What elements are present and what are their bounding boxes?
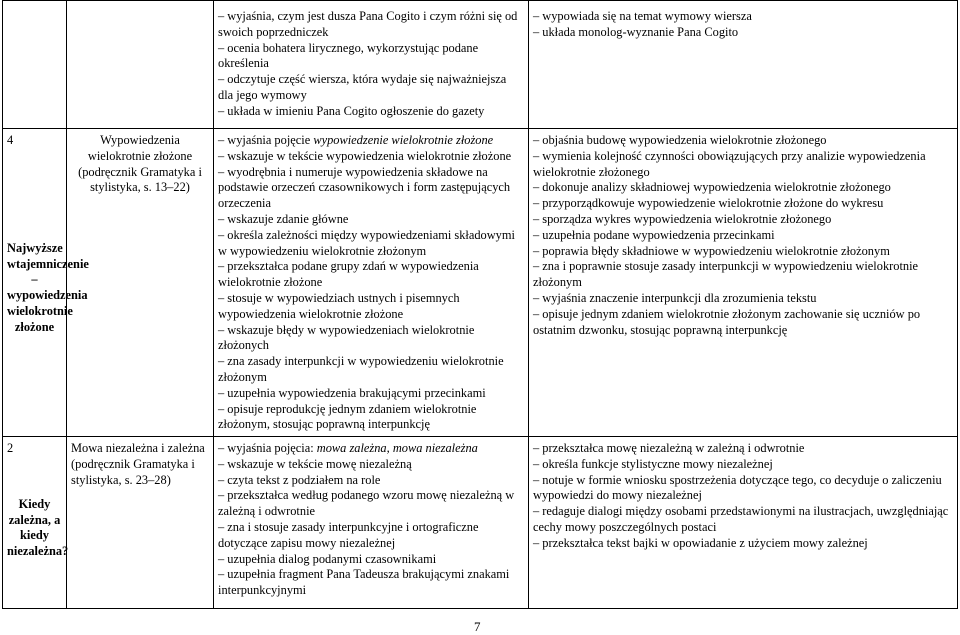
lesson-topic: Kiedy zależna, a kiedy niezależna? bbox=[7, 496, 69, 559]
list-item: – układa w imieniu Pana Cogito ogłoszenie do gazety bbox=[218, 103, 485, 118]
basic-requirements-cell bbox=[214, 129, 529, 437]
list-item: – zna i poprawnie stosuje zasady interpunkcji w wypowiedzeniu wielokrotnie złożonym bbox=[533, 259, 919, 290]
list-item: – redaguje dialogi między osobami przedstawionymi na ilustracjach, uwzględniając cechy mowy poszczególnych postaci bbox=[533, 504, 949, 534]
curriculum-table bbox=[2, 0, 958, 609]
list-item: – odczytuje część wiersza, która wydaje się najważniejsza dla jego wymowy bbox=[218, 72, 507, 102]
list-item: – przekształca tekst bajki w opowiadanie z użyciem mowy zależnej bbox=[533, 535, 868, 550]
lesson-topic: Najwyższe wtajemniczenie – wypowiedzenia wielokrotnie złożone bbox=[7, 240, 89, 334]
list-item: – opisuje jednym zdaniem wielokrotnie złożonym zachowanie się uczniów po ostatnim dzwonku, stosując poprawną interpunkcję bbox=[533, 306, 921, 337]
list-item: – uzupełnia dialog podanymi czasownikami bbox=[218, 551, 437, 566]
page-number: 7 bbox=[474, 619, 481, 634]
list-item: – czyta tekst z podziałem na role bbox=[218, 472, 381, 487]
list-item: – wyjaśnia znaczenie interpunkcji dla zrozumienia tekstu bbox=[533, 290, 817, 305]
list-item: – poprawia błędy składniowe w wypowiedzeniu wielokrotnie złożonym bbox=[533, 243, 890, 258]
extended-list bbox=[533, 437, 953, 552]
table-row bbox=[3, 1, 958, 129]
list-item: – notuje w formie wniosku spostrzeżenia dotyczące tego, co decyduje o zaliczeniu wypowiedzi do mowy niezależnej bbox=[533, 472, 942, 503]
list-item: – wskazuje błędy w wypowiedzeniach wielokrotnie złożonych bbox=[218, 322, 475, 353]
basic-list bbox=[218, 1, 524, 120]
extended-list bbox=[533, 129, 953, 338]
list-item: – uzupełnia fragment Pana Tadeusza brakującymi znakami interpunkcyjnymi bbox=[218, 567, 510, 598]
list-item: – układa monolog-wyznanie Pana Cogito bbox=[533, 24, 739, 39]
list-item: – przekształca według podanego wzoru mowę niezależną w zależną i odwrotnie bbox=[218, 488, 515, 519]
list-item: – objaśnia budowę wypowiedzenia wielokrotnie złożonego bbox=[533, 133, 827, 147]
list-item: – opisuje reprodukcję jednym zdaniem wielokrotnie złożonym, stosując poprawną interpunkcję bbox=[218, 401, 477, 432]
list-item: – przekształca mowę niezależną w zależną i odwrotnie bbox=[533, 441, 805, 455]
list-item: – określa funkcje stylistyczne mowy niezależnej bbox=[533, 456, 773, 471]
list-item: – wskazuje w tekście wypowiedzenia wielokrotnie złożone bbox=[218, 148, 512, 163]
list-item: – sporządza wykres wypowiedzenia wielokrotnie złożonego bbox=[533, 211, 832, 226]
basic-list bbox=[218, 437, 524, 599]
list-item: – uzupełnia wypowiedzenia brakującymi przecinkami bbox=[218, 385, 486, 400]
basic-requirements-cell bbox=[214, 1, 529, 129]
list-item: – określa zależności między wypowiedzeniami składowymi w wypowiedzeniu wielokrotnie złożonym bbox=[218, 227, 515, 258]
list-item: – wyjaśnia, czym jest dusza Pana Cogito i czym różni się od swoich poprzedniczek bbox=[218, 9, 518, 39]
extended-requirements-cell bbox=[529, 437, 958, 609]
table-row bbox=[3, 129, 958, 437]
table-row bbox=[3, 437, 958, 609]
material-text: Wypowiedzenia wielokrotnie złożone (podręcznik Gramatyka i stylistyka, s. 13–22) bbox=[78, 133, 202, 195]
list-item: – przekształca podane grupy zdań w wypowiedzenia wielokrotnie złożone bbox=[218, 259, 479, 290]
lesson-number-cell bbox=[3, 437, 67, 609]
list-item: – przyporządkowuje wypowiedzenie wielokrotnie złożone do wykresu bbox=[533, 196, 884, 211]
list-item: – dokonuje analizy składniowej wypowiedzenia wielokrotnie złożonego bbox=[533, 180, 891, 195]
list-item: – stosuje w wypowiedziach ustnych i pisemnych wypowiedzenia wielokrotnie złożone bbox=[218, 290, 460, 321]
lesson-number: 4 bbox=[7, 133, 14, 147]
extended-requirements-cell bbox=[529, 129, 958, 437]
material-text: Mowa niezależna i zależna (podręcznik Gramatyka i stylistyka, s. 23–28) bbox=[71, 441, 205, 487]
material-cell bbox=[67, 437, 214, 609]
list-item: – zna zasady interpunkcji w wypowiedzeniu wielokrotnie złożonym bbox=[218, 354, 504, 384]
list-item: – wskazuje w tekście mowę niezależną bbox=[218, 456, 412, 471]
list-item: – wskazuje zdanie główne bbox=[218, 211, 349, 226]
list-item: – wyjaśnia pojęcie wypowiedzenie wielokrotnie złożone bbox=[218, 133, 494, 147]
lesson-number: 2 bbox=[7, 441, 14, 455]
topic-cell bbox=[67, 1, 214, 129]
lesson-number-cell bbox=[3, 129, 89, 437]
basic-requirements-cell bbox=[214, 437, 529, 609]
list-item: – wypowiada się na temat wymowy wiersza bbox=[533, 9, 752, 23]
material-cell bbox=[67, 129, 214, 437]
list-item: – wyodrębnia i numeruje wypowiedzenia składowe na podstawie orzeczeń czasownikowych i form zastępujących orzeczenia bbox=[218, 164, 511, 211]
extended-requirements-cell bbox=[529, 1, 958, 129]
list-item: – wyjaśnia pojęcia: mowa zależna, mowa niezależna bbox=[218, 441, 478, 455]
list-item: – ocenia bohatera lirycznego, wykorzystując podane określenia bbox=[218, 40, 479, 71]
basic-list bbox=[218, 129, 524, 433]
list-item: – uzupełnia podane wypowiedzenia przecinkami bbox=[533, 227, 775, 242]
list-item: – zna i stosuje zasady interpunkcyjne i ortograficzne dotyczące zapisu mowy niezależnej bbox=[218, 519, 479, 550]
extended-list bbox=[533, 1, 953, 41]
list-item: – wymienia kolejność czynności obowiązujących przy analizie wypowiedzenia wielokrotnie złożonego bbox=[533, 148, 926, 179]
lesson-number-cell bbox=[3, 1, 67, 129]
